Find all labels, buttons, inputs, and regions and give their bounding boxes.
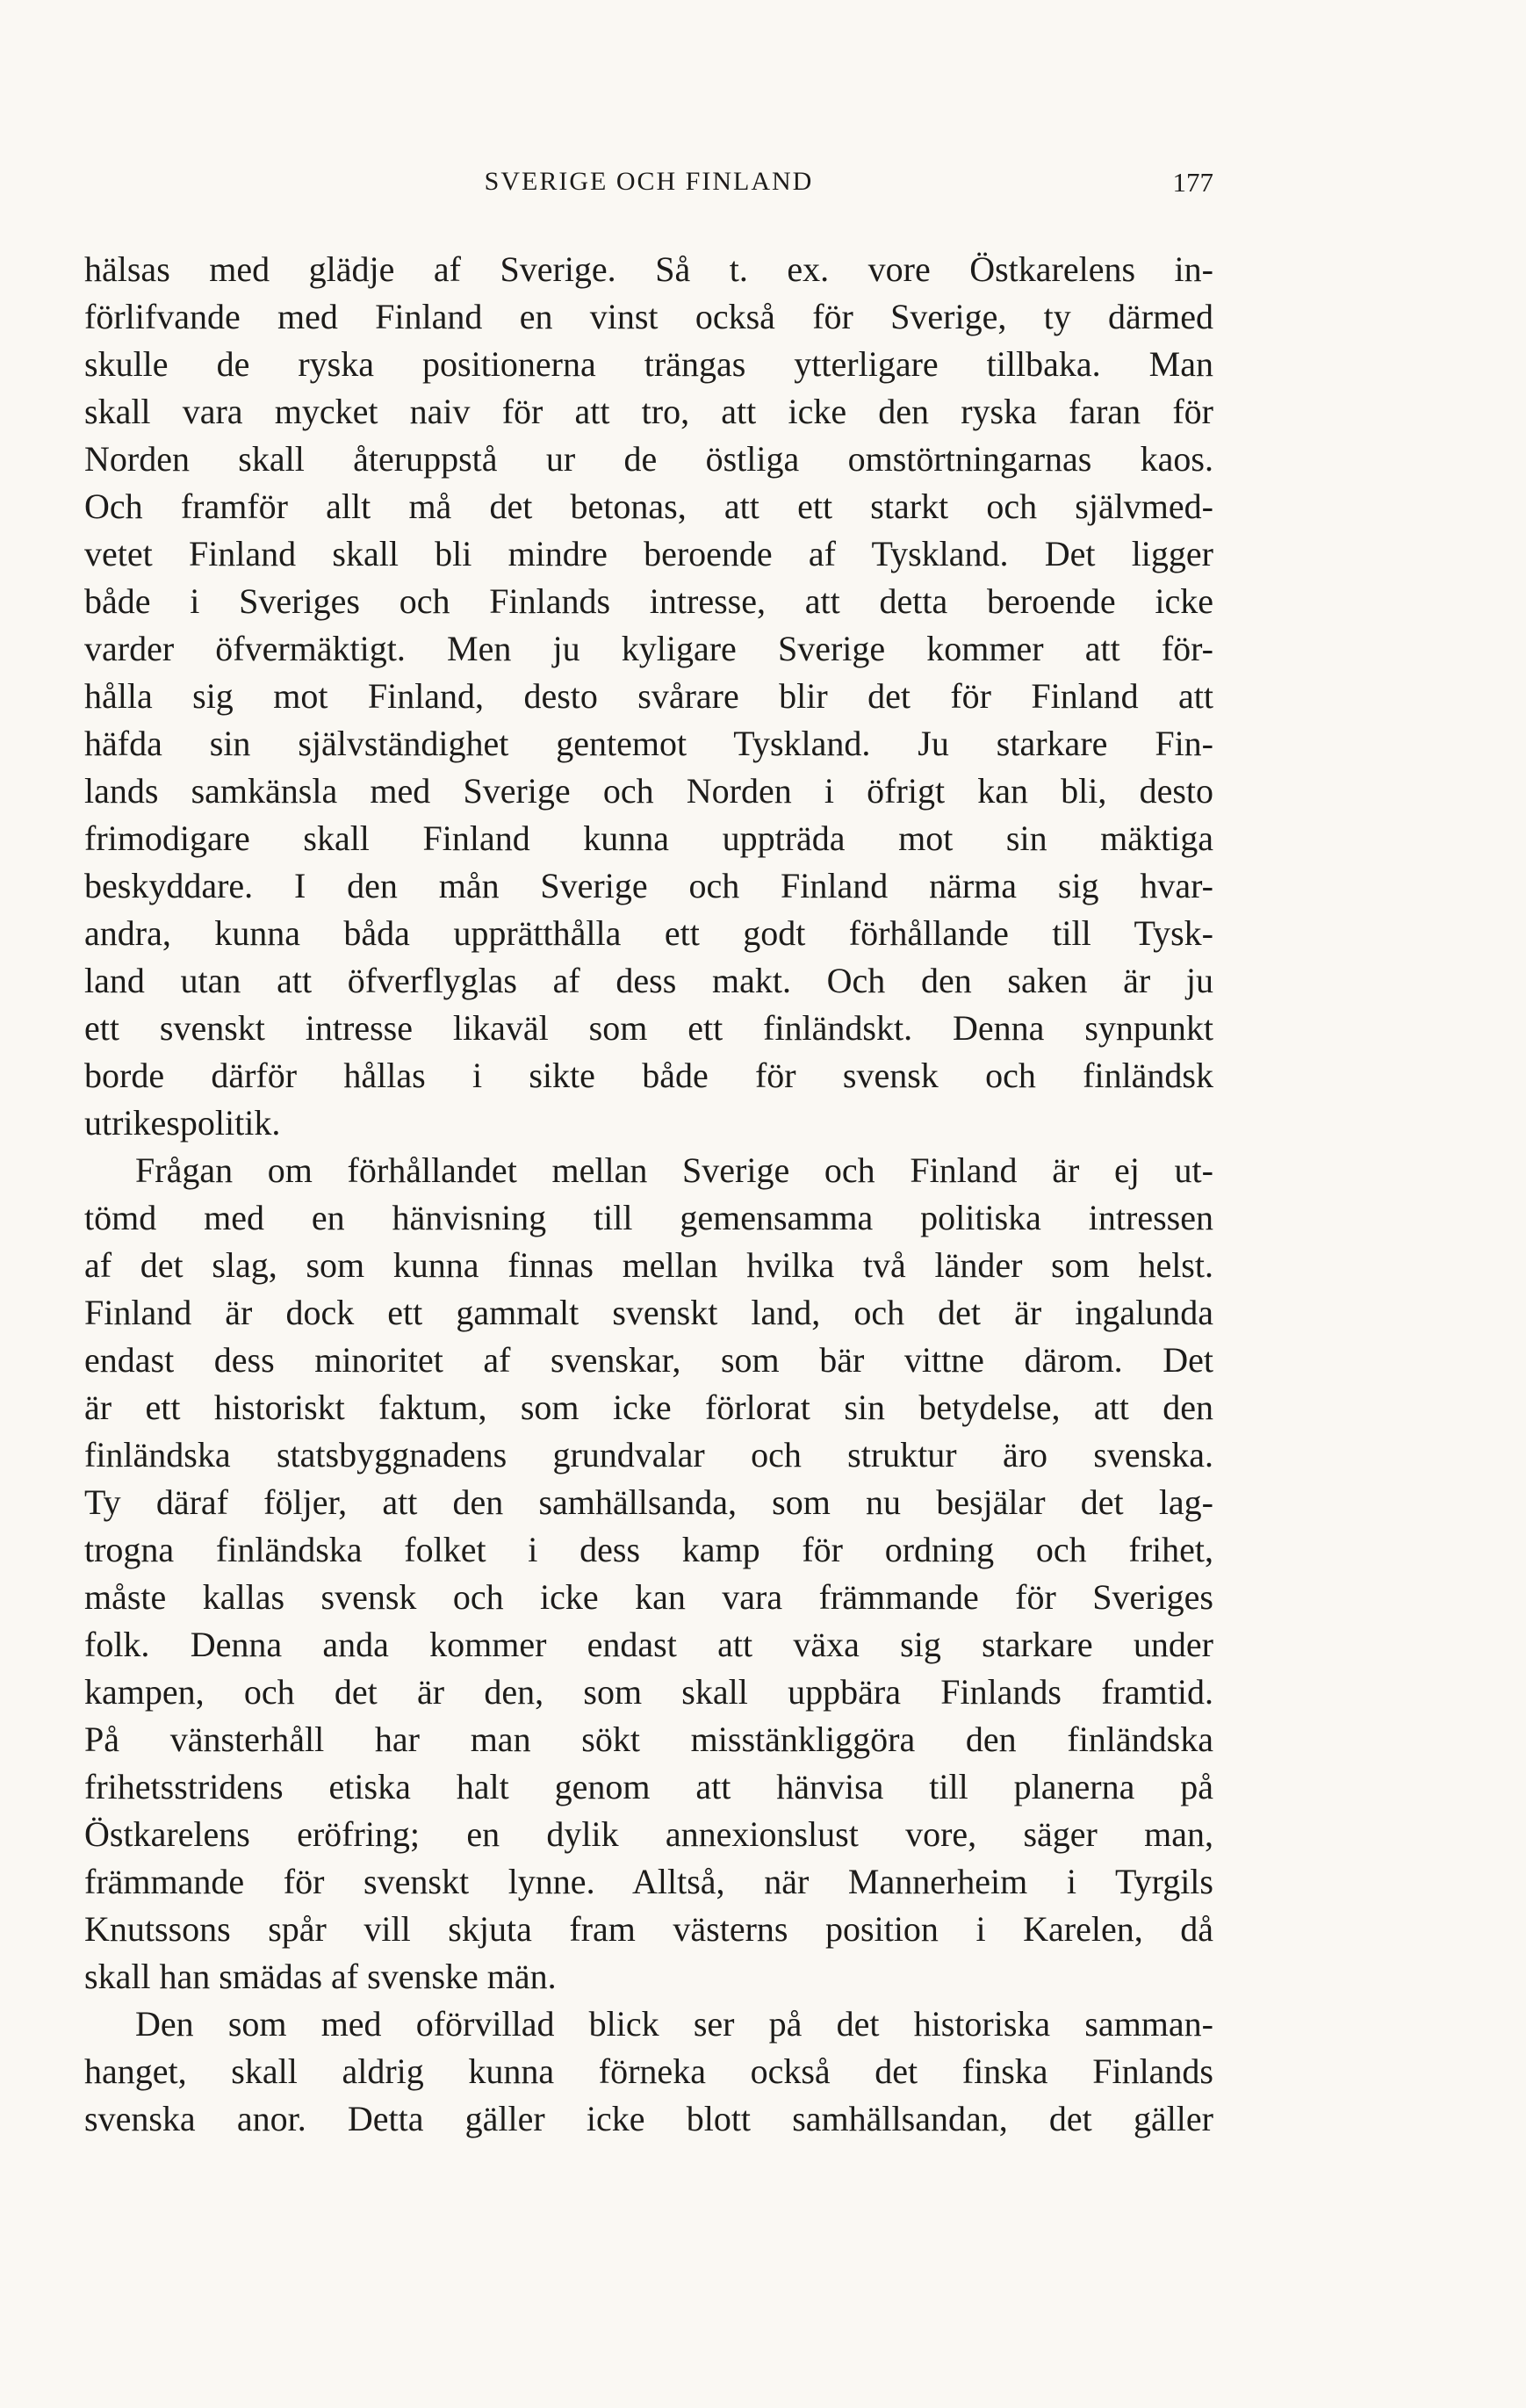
text-line: andra, kunna båda upprätthålla ett godt förhållande till Tysk- xyxy=(84,913,1213,953)
text-line: både i Sveriges och Finlands intresse, att detta beroende icke xyxy=(84,581,1213,621)
paragraph-start-line: Frågan om förhållandet mellan Sverige och Finland är ej ut- xyxy=(135,1150,1213,1190)
paragraph-end-line: utrikespolitik. xyxy=(84,1103,281,1143)
text-line: svenska anor. Detta gäller icke blott samhällsandan, det gäller xyxy=(84,2099,1213,2138)
text-line: På vänsterhåll har man sökt misstänkliggöra den finländska xyxy=(84,1719,1213,1759)
text-line: är ett historiskt faktum, som icke förlorat sin betydelse, att den xyxy=(84,1388,1213,1427)
text-line: frihetsstridens etiska halt genom att hänvisa till planerna på xyxy=(84,1767,1213,1806)
text-line: frimodigare skall Finland kunna uppträda mot sin mäktiga xyxy=(84,818,1213,858)
text-line: land utan att öfverflyglas af dess makt. Och den saken är ju xyxy=(84,961,1213,1000)
text-line: Ty däraf följer, att den samhällsanda, som nu besjälar det lag- xyxy=(84,1482,1213,1522)
text-line: varder öfvermäktigt. Men ju kyligare Sverige kommer att för- xyxy=(84,629,1213,668)
paragraph-start-line: Den som med oförvillad blick ser på det historiska samman- xyxy=(135,2004,1213,2044)
text-line: finländska statsbyggnadens grundvalar och struktur äro svenska. xyxy=(84,1435,1213,1474)
text-line: lands samkänsla med Sverige och Norden i öfrigt kan bli, desto xyxy=(84,771,1213,811)
page-header xyxy=(84,167,1213,211)
text-line: trogna finländska folket i dess kamp för ordning och frihet, xyxy=(84,1530,1213,1569)
text-line: Östkarelens eröfring; en dylik annexionslust vore, säger man, xyxy=(84,1814,1213,1854)
text-line: borde därför hållas i sikte både för svensk och finländsk xyxy=(84,1056,1213,1095)
text-line: häfda sin självständighet gentemot Tyskland. Ju starkare Fin- xyxy=(84,724,1213,763)
text-line: beskyddare. I den mån Sverige och Finland närma sig hvar- xyxy=(84,866,1213,905)
text-line: förlifvande med Finland en vinst också för Sverige, ty därmed xyxy=(84,297,1213,336)
text-line: folk. Denna anda kommer endast att växa sig starkare under xyxy=(84,1625,1213,1664)
text-line: af det slag, som kunna finnas mellan hvilka två länder som helst. xyxy=(84,1245,1213,1285)
text-line: Knutssons spår vill skjuta fram västerns position i Karelen, då xyxy=(84,1909,1213,1949)
text-line: måste kallas svensk och icke kan vara främmande för Sveriges xyxy=(84,1577,1213,1617)
paragraph-end-line: skall han smädas af svenske män. xyxy=(84,1957,557,1996)
text-line: kampen, och det är den, som skall uppbära Finlands framtid. xyxy=(84,1672,1213,1712)
text-line: skall vara mycket naiv för att tro, att icke den ryska faran för xyxy=(84,392,1213,431)
text-line: vetet Finland skall bli mindre beroende af Tyskland. Det ligger xyxy=(84,534,1213,573)
page-number: 177 xyxy=(1172,167,1213,198)
text-line: hålla sig mot Finland, desto svårare blir det för Finland att xyxy=(84,676,1213,716)
text-line: hanget, skall aldrig kunna förneka också det finska Finlands xyxy=(84,2051,1213,2091)
running-title: SVERIGE OCH FINLAND xyxy=(484,167,814,196)
text-line: Finland är dock ett gammalt svenskt land, och det är ingalunda xyxy=(84,1293,1213,1332)
body-text xyxy=(84,246,1213,2143)
text-line: skulle de ryska positionerna trängas ytterligare tillbaka. Man xyxy=(84,344,1213,384)
text-line: främmande för svenskt lynne. Alltså, när Mannerheim i Tyrgils xyxy=(84,1862,1213,1901)
text-line: endast dess minoritet af svenskar, som bär vittne därom. Det xyxy=(84,1340,1213,1380)
text-line: hälsas med glädje af Sverige. Så t. ex. vore Östkarelens in- xyxy=(84,249,1213,289)
text-line: Norden skall återuppstå ur de östliga omstörtningarnas kaos. xyxy=(84,439,1213,479)
text-line: tömd med en hänvisning till gemensamma politiska intressen xyxy=(84,1198,1213,1237)
text-line: Och framför allt må det betonas, att ett starkt och självmed- xyxy=(84,487,1213,526)
text-line: ett svenskt intresse likaväl som ett finländskt. Denna synpunkt xyxy=(84,1008,1213,1048)
